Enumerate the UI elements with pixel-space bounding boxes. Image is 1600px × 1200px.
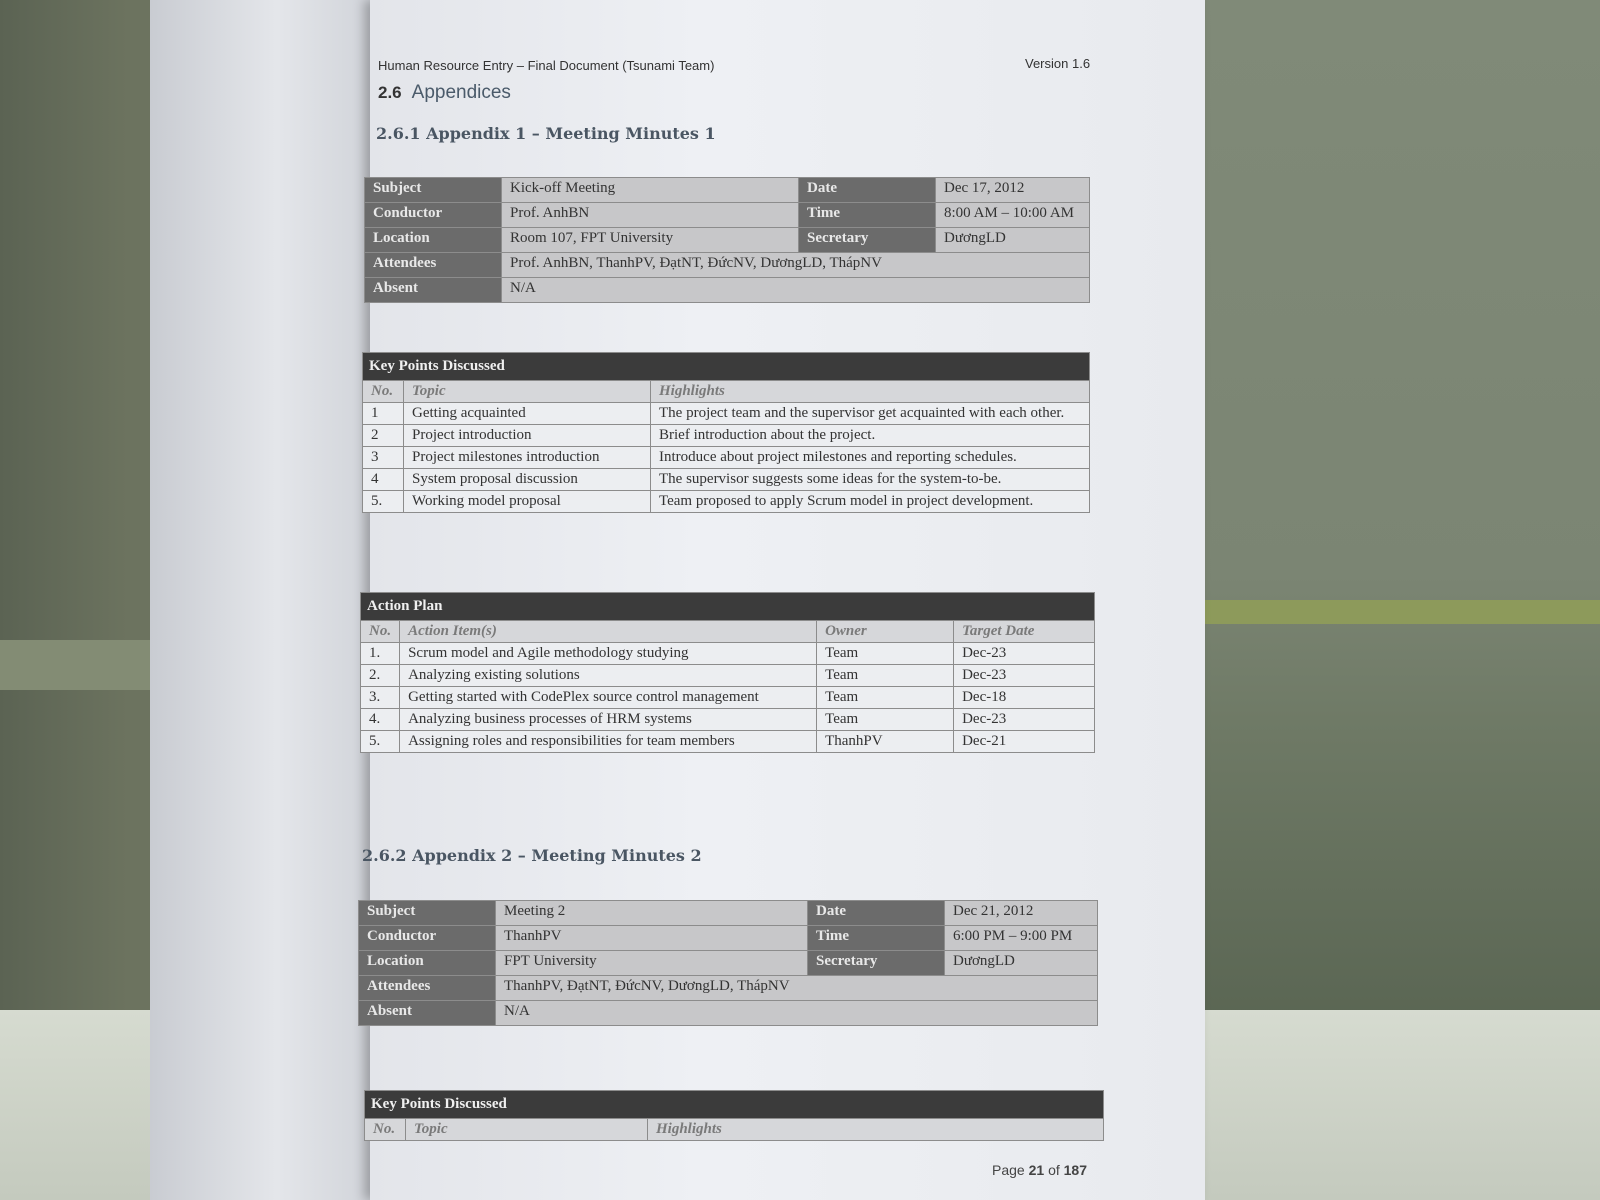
info-label: Attendees — [359, 976, 496, 1001]
cell-date: Dec-23 — [954, 665, 1095, 687]
table-row — [361, 731, 1095, 753]
table-row — [363, 447, 1090, 469]
cell-item: Assigning roles and responsibilities for team members — [400, 731, 817, 753]
table-row — [365, 228, 1090, 253]
page-word: Page — [992, 1162, 1025, 1178]
info-value: FPT University — [496, 951, 808, 976]
info-value: DươngLD — [945, 951, 1098, 976]
table-row — [359, 1001, 1098, 1026]
cell-date: Dec-18 — [954, 687, 1095, 709]
table-row — [365, 178, 1090, 203]
table-title-bar: Action Plan — [361, 593, 1095, 621]
cell-topic: System proposal discussion — [404, 469, 651, 491]
column-header: No. — [361, 621, 400, 643]
appendix2-key-points-table — [364, 1090, 1104, 1141]
section-heading — [378, 82, 511, 104]
info-label: Time — [808, 926, 945, 951]
cell-owner: Team — [817, 643, 954, 665]
cell-highlights: Introduce about project milestones and reporting schedules. — [651, 447, 1090, 469]
table-row — [363, 469, 1090, 491]
table-row — [361, 665, 1095, 687]
table-row — [363, 491, 1090, 513]
info-label: Conductor — [359, 926, 496, 951]
appendix1-heading: 2.6.1 Appendix 1 – Meeting Minutes 1 — [376, 124, 716, 143]
table-row — [361, 709, 1095, 731]
info-label: Date — [808, 901, 945, 926]
info-label: Time — [799, 203, 936, 228]
table-row — [365, 203, 1090, 228]
page-number: 21 — [1028, 1162, 1045, 1178]
cell-owner: Team — [817, 709, 954, 731]
table-row — [365, 253, 1090, 278]
table-title-bar: Key Points Discussed — [363, 353, 1090, 381]
cell-item: Analyzing existing solutions — [400, 665, 817, 687]
cell-topic: Working model proposal — [404, 491, 651, 513]
cell-no: 2 — [363, 425, 404, 447]
appendix2-heading: 2.6.2 Appendix 2 – Meeting Minutes 2 — [362, 846, 702, 865]
table-row — [361, 643, 1095, 665]
info-value: ThanhPV — [496, 926, 808, 951]
info-label: Absent — [359, 1001, 496, 1026]
cell-no: 1 — [363, 403, 404, 425]
info-value: Meeting 2 — [496, 901, 808, 926]
table-row — [359, 976, 1098, 1001]
column-header: No. — [365, 1119, 406, 1141]
appendix1-action-plan-table — [360, 592, 1095, 753]
cell-date: Dec-23 — [954, 709, 1095, 731]
document-version: Version 1.6 — [1025, 56, 1091, 71]
cell-highlights: The supervisor suggests some ideas for the system-to-be. — [651, 469, 1090, 491]
cell-highlights: Brief introduction about the project. — [651, 425, 1090, 447]
info-value: Room 107, FPT University — [502, 228, 799, 253]
table-row — [359, 951, 1098, 976]
table-row — [365, 278, 1090, 303]
page-total: 187 — [1063, 1162, 1087, 1178]
cell-no: 1. — [361, 643, 400, 665]
cell-no: 2. — [361, 665, 400, 687]
cell-owner: Team — [817, 665, 954, 687]
cell-highlights: Team proposed to apply Scrum model in project development. — [651, 491, 1090, 513]
cell-highlights: The project team and the supervisor get acquainted with each other. — [651, 403, 1090, 425]
cell-date: Dec-21 — [954, 731, 1095, 753]
page-footer — [992, 1162, 1087, 1178]
table-row — [363, 353, 1090, 381]
column-header: Action Item(s) — [400, 621, 817, 643]
cell-topic: Getting acquainted — [404, 403, 651, 425]
info-value: Dec 17, 2012 — [936, 178, 1090, 203]
column-header: Target Date — [954, 621, 1095, 643]
info-value: 8:00 AM – 10:00 AM — [936, 203, 1090, 228]
cell-topic: Project introduction — [404, 425, 651, 447]
cell-no: 5. — [363, 491, 404, 513]
info-label: Conductor — [365, 203, 502, 228]
info-value: Kick-off Meeting — [502, 178, 799, 203]
info-value: 6:00 PM – 9:00 PM — [945, 926, 1098, 951]
cell-owner: Team — [817, 687, 954, 709]
column-header: Highlights — [648, 1119, 1104, 1141]
cell-owner: ThanhPV — [817, 731, 954, 753]
table-header-row — [363, 381, 1090, 403]
table-row — [361, 593, 1095, 621]
section-title: Appendices — [411, 82, 511, 103]
info-label: Attendees — [365, 253, 502, 278]
info-value: Dec 21, 2012 — [945, 901, 1098, 926]
cell-no: 4. — [361, 709, 400, 731]
appendix1-key-points-table — [362, 352, 1090, 513]
column-header: Owner — [817, 621, 954, 643]
table-row — [359, 926, 1098, 951]
of-word: of — [1048, 1162, 1060, 1178]
info-value: Prof. AnhBN, ThanhPV, ĐạtNT, ĐứcNV, DươngLD, ThápNV — [502, 253, 1090, 278]
cell-topic: Project milestones introduction — [404, 447, 651, 469]
info-label: Absent — [365, 278, 502, 303]
info-label: Location — [359, 951, 496, 976]
table-row — [359, 901, 1098, 926]
column-header: Topic — [406, 1119, 648, 1141]
info-value: Prof. AnhBN — [502, 203, 799, 228]
table-row — [363, 403, 1090, 425]
cell-item: Scrum model and Agile methodology studying — [400, 643, 817, 665]
cell-no: 3 — [363, 447, 404, 469]
left-page — [150, 0, 380, 1200]
table-row — [361, 687, 1095, 709]
document-page — [362, 0, 1205, 1200]
cell-no: 4 — [363, 469, 404, 491]
table-row — [363, 425, 1090, 447]
table-row — [365, 1091, 1104, 1119]
column-header: Topic — [404, 381, 651, 403]
background-shelf-right — [1190, 600, 1600, 624]
column-header: Highlights — [651, 381, 1090, 403]
document-header-title: Human Resource Entry – Final Document (Tsunami Team) — [378, 58, 715, 73]
info-value: DươngLD — [936, 228, 1090, 253]
column-header: No. — [363, 381, 404, 403]
info-value: N/A — [496, 1001, 1098, 1026]
appendix1-info-table — [364, 177, 1090, 303]
cell-date: Dec-23 — [954, 643, 1095, 665]
info-label: Location — [365, 228, 502, 253]
cell-no: 3. — [361, 687, 400, 709]
info-label: Secretary — [799, 228, 936, 253]
cell-item: Getting started with CodePlex source control management — [400, 687, 817, 709]
table-title-bar: Key Points Discussed — [365, 1091, 1104, 1119]
info-label: Date — [799, 178, 936, 203]
appendix2-info-table — [358, 900, 1098, 1026]
info-label: Secretary — [808, 951, 945, 976]
cell-no: 5. — [361, 731, 400, 753]
table-header-row — [361, 621, 1095, 643]
section-number: 2.6 — [378, 83, 402, 102]
table-header-row — [365, 1119, 1104, 1141]
info-value: N/A — [502, 278, 1090, 303]
info-value: ThanhPV, ĐạtNT, ĐứcNV, DươngLD, ThápNV — [496, 976, 1098, 1001]
info-label: Subject — [359, 901, 496, 926]
info-label: Subject — [365, 178, 502, 203]
cell-item: Analyzing business processes of HRM systems — [400, 709, 817, 731]
